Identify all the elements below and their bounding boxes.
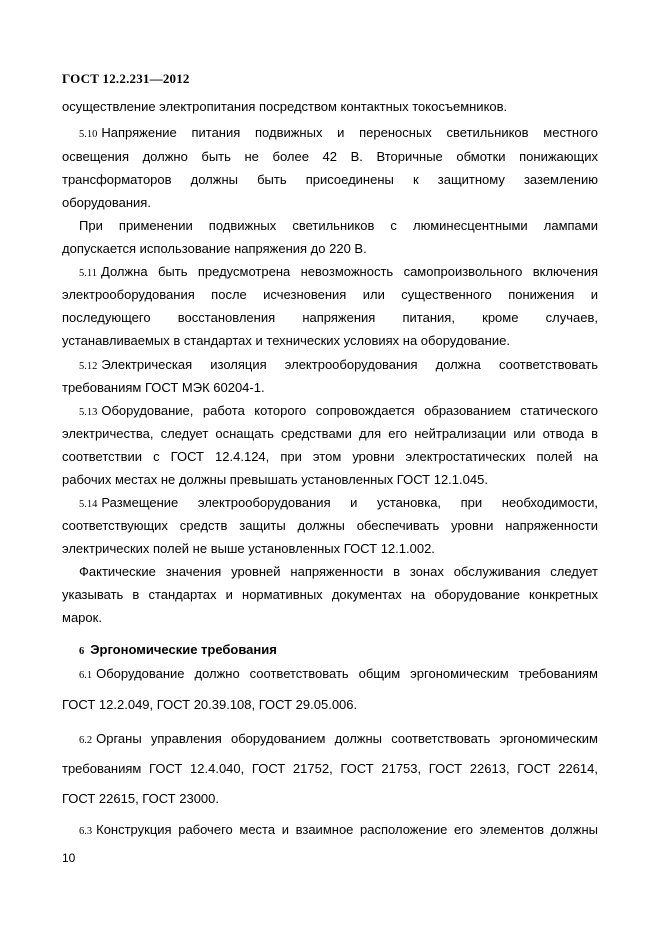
- text-line: осуществление электропитания посредством контактных токосъемников.: [62, 99, 508, 114]
- text-line: оборудования.: [62, 195, 151, 210]
- clause-6-1: 6.1 Оборудование должно соответствовать общим эргономическим требованиям: [79, 666, 598, 681]
- text-line: рабочих местах не должны превышать установленных ГОСТ 12.1.045.: [62, 472, 488, 487]
- text-line: требованиям ГОСТ МЭК 60204-1.: [62, 380, 265, 395]
- text-line: требованиям ГОСТ 12.4.040, ГОСТ 21752, ГОСТ 21753, ГОСТ 22613, ГОСТ 22614,: [62, 761, 598, 776]
- clause-5-13: 5.13 Оборудование, работа которого сопровождается образованием статического: [79, 403, 598, 418]
- text-line: Фактические значения уровней напряженности в зонах обслуживания следует: [79, 564, 598, 579]
- text-line: марок.: [62, 610, 102, 625]
- clause-number: 5.14: [79, 499, 98, 510]
- text-line: При применении подвижных светильников с люминесцентными лампами: [79, 218, 598, 233]
- clause-number: 5.12: [79, 361, 98, 372]
- text-line: трансформаторов должны быть присоединены к защитному заземлению: [62, 172, 598, 187]
- clause-number: 6.2: [79, 735, 93, 746]
- text-line: электрических полей не выше установленных ГОСТ 12.1.002.: [62, 541, 435, 556]
- clause-5-10: 5.10 Напряжение питания подвижных и переносных светильников местного: [79, 125, 598, 140]
- section-title: Эргономические требования: [90, 642, 277, 657]
- clause-number: 6.1: [79, 670, 93, 681]
- section-number: 6: [79, 646, 85, 657]
- text-line: соответствующих средств защиты должны обеспечивать уровни напряженности: [62, 518, 598, 533]
- page-number: 10: [62, 851, 76, 865]
- clause-number: 5.10: [79, 129, 98, 140]
- clause-5-14: 5.14 Размещение электрооборудования и установка, при необходимости,: [79, 495, 598, 510]
- text-line: последующего восстановления напряжения питания, кроме случаев,: [62, 310, 598, 325]
- section-heading: [79, 641, 277, 661]
- text-line: допускается использование напряжения до 220 В.: [62, 241, 367, 256]
- clause-5-11: 5.11 Должна быть предусмотрена невозможность самопроизвольного включения: [79, 264, 598, 279]
- text-line: устанавливаемых в стандартах и технических условиях на оборудование.: [62, 333, 510, 348]
- clause-5-12: 5.12 Электрическая изоляция электрооборудования должна соответствовать: [79, 357, 598, 372]
- clause-number: 5.13: [79, 407, 98, 418]
- clause-6-2: 6.2 Органы управления оборудованием должны соответствовать эргономическим: [79, 731, 598, 746]
- text-line: электричества, следует оснащать средствами для его нейтрализации или отвода в: [62, 426, 598, 441]
- text-line: электрооборудования после исчезновения или существенного понижения и: [62, 287, 598, 302]
- text-line: ГОСТ 22615, ГОСТ 23000.: [62, 791, 219, 806]
- text-line: освещения должно быть не более 42 В. Вторичные обмотки понижающих: [62, 149, 598, 164]
- text-line: указывать в стандартах и нормативных документах на оборудование конкретных: [62, 587, 598, 602]
- document-header: ГОСТ 12.2.231—2012: [62, 71, 190, 86]
- text-line: ГОСТ 12.2.049, ГОСТ 20.39.108, ГОСТ 29.05.006.: [62, 697, 358, 712]
- clause-6-3: 6.3 Конструкция рабочего места и взаимное расположение его элементов должны: [79, 822, 598, 837]
- clause-number: 5.11: [79, 268, 97, 279]
- clause-number: 6.3: [79, 826, 93, 837]
- text-line: соответствии с ГОСТ 12.4.124, при этом уровни электростатических полей на: [62, 449, 598, 464]
